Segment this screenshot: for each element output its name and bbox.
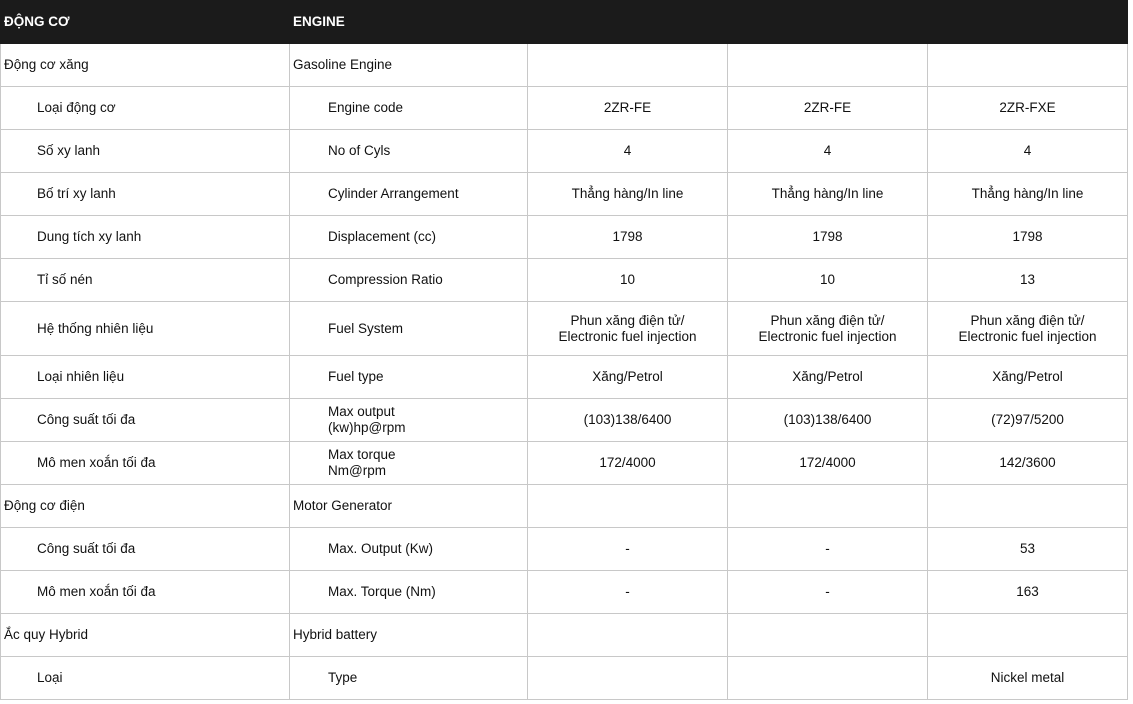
row-label-en: Max. Output (Kw) [290,528,528,571]
value-cell: Xăng/Petrol [728,356,928,399]
value-cell: - [728,528,928,571]
section-row-gasoline [1,44,1128,87]
table-row-arrangement [1,173,1128,216]
label-line-1: Max output [328,404,395,419]
value-cell: (72)97/5200 [928,399,1128,442]
section-label-vi: Động cơ xăng [1,44,290,87]
table-row-engine-code [1,87,1128,130]
value-cell: 2ZR-FXE [928,87,1128,130]
value-line-1: Phun xăng điện tử/ [570,312,685,328]
empty-cell [528,44,728,87]
empty-cell [728,44,928,87]
empty-cell [928,44,1128,87]
table-row-motor-torque [1,571,1128,614]
row-label-en: Fuel type [290,356,528,399]
row-label-vi: Loại [1,657,290,700]
value-cell: 10 [728,259,928,302]
section-label-vi: Động cơ điện [1,485,290,528]
value-cell: 2ZR-FE [728,87,928,130]
row-label-en: Compression Ratio [290,259,528,302]
header-variant-3 [928,1,1128,44]
table-row-motor-output [1,528,1128,571]
value-cell: Thẳng hàng/In line [528,173,728,216]
value-cell: 172/4000 [528,442,728,485]
table-row-compression [1,259,1128,302]
section-label-en: Hybrid battery [290,614,528,657]
value-cell [728,302,928,356]
row-label-en: Engine code [290,87,528,130]
label-line-2: Nm@rpm [328,463,386,478]
row-label-vi: Tỉ số nén [1,259,290,302]
value-cell: 163 [928,571,1128,614]
empty-cell [728,485,928,528]
section-label-en: Gasoline Engine [290,44,528,87]
empty-cell [928,614,1128,657]
empty-cell [528,485,728,528]
header-en: ENGINE [290,1,528,44]
value-cell: - [528,528,728,571]
row-label-vi: Hệ thống nhiên liệu [1,302,290,356]
value-cell: 13 [928,259,1128,302]
value-cell: - [528,571,728,614]
section-row-battery [1,614,1128,657]
value-line-2: Electronic fuel injection [758,328,897,344]
value-line-2: Electronic fuel injection [958,328,1097,344]
header-variant-2 [728,1,928,44]
empty-cell [728,614,928,657]
value-cell: Xăng/Petrol [528,356,728,399]
label-line-2: (kw)hp@rpm [328,420,406,435]
value-cell: (103)138/6400 [728,399,928,442]
value-cell: 1798 [728,216,928,259]
value-line-1: Phun xăng điện tử/ [970,312,1085,328]
value-cell: 4 [528,130,728,173]
section-row-motor [1,485,1128,528]
value-cell: Thẳng hàng/In line [928,173,1128,216]
value-cell: 1798 [928,216,1128,259]
row-label-en: Cylinder Arrangement [290,173,528,216]
header-variant-1 [528,1,728,44]
row-label-en: Max. Torque (Nm) [290,571,528,614]
value-cell [928,302,1128,356]
row-label-vi: Bố trí xy lanh [1,173,290,216]
row-label-en: Displacement (cc) [290,216,528,259]
value-cell: Xăng/Petrol [928,356,1128,399]
section-label-vi: Ắc quy Hybrid [1,614,290,657]
empty-cell [928,485,1128,528]
value-cell: 53 [928,528,1128,571]
section-label-en: Motor Generator [290,485,528,528]
label-line-1: Max torque [328,447,396,462]
value-cell: 2ZR-FE [528,87,728,130]
table-row-max-torque [1,442,1128,485]
empty-cell [528,614,728,657]
row-label-vi: Loại động cơ [1,87,290,130]
row-label-en: Fuel System [290,302,528,356]
value-cell: - [728,571,928,614]
row-label-vi: Mô men xoắn tối đa [1,442,290,485]
row-label-en [290,399,528,442]
value-cell: 4 [728,130,928,173]
row-label-vi: Dung tích xy lanh [1,216,290,259]
table-row-fuel-system [1,302,1128,356]
row-label-vi: Loại nhiên liệu [1,356,290,399]
value-cell: Nickel metal [928,657,1128,700]
row-label-vi: Mô men xoắn tối đa [1,571,290,614]
value-cell: 10 [528,259,728,302]
value-line-2: Electronic fuel injection [558,328,697,344]
value-cell [528,302,728,356]
value-cell [528,657,728,700]
table-row-battery-type [1,657,1128,700]
row-label-en [290,442,528,485]
value-cell: (103)138/6400 [528,399,728,442]
table-header-row [1,1,1128,44]
value-cell: 1798 [528,216,728,259]
table-row-fuel-type [1,356,1128,399]
row-label-en: No of Cyls [290,130,528,173]
table-row-displacement [1,216,1128,259]
value-cell: 4 [928,130,1128,173]
value-cell: Thẳng hàng/In line [728,173,928,216]
row-label-vi: Công suất tối đa [1,399,290,442]
table-row-max-output [1,399,1128,442]
row-label-en: Type [290,657,528,700]
value-cell: 142/3600 [928,442,1128,485]
table-row-cyls [1,130,1128,173]
value-line-1: Phun xăng điện tử/ [770,312,885,328]
header-vi: ĐỘNG CƠ [1,1,290,44]
value-cell: 172/4000 [728,442,928,485]
row-label-vi: Số xy lanh [1,130,290,173]
row-label-vi: Công suất tối đa [1,528,290,571]
value-cell [728,657,928,700]
